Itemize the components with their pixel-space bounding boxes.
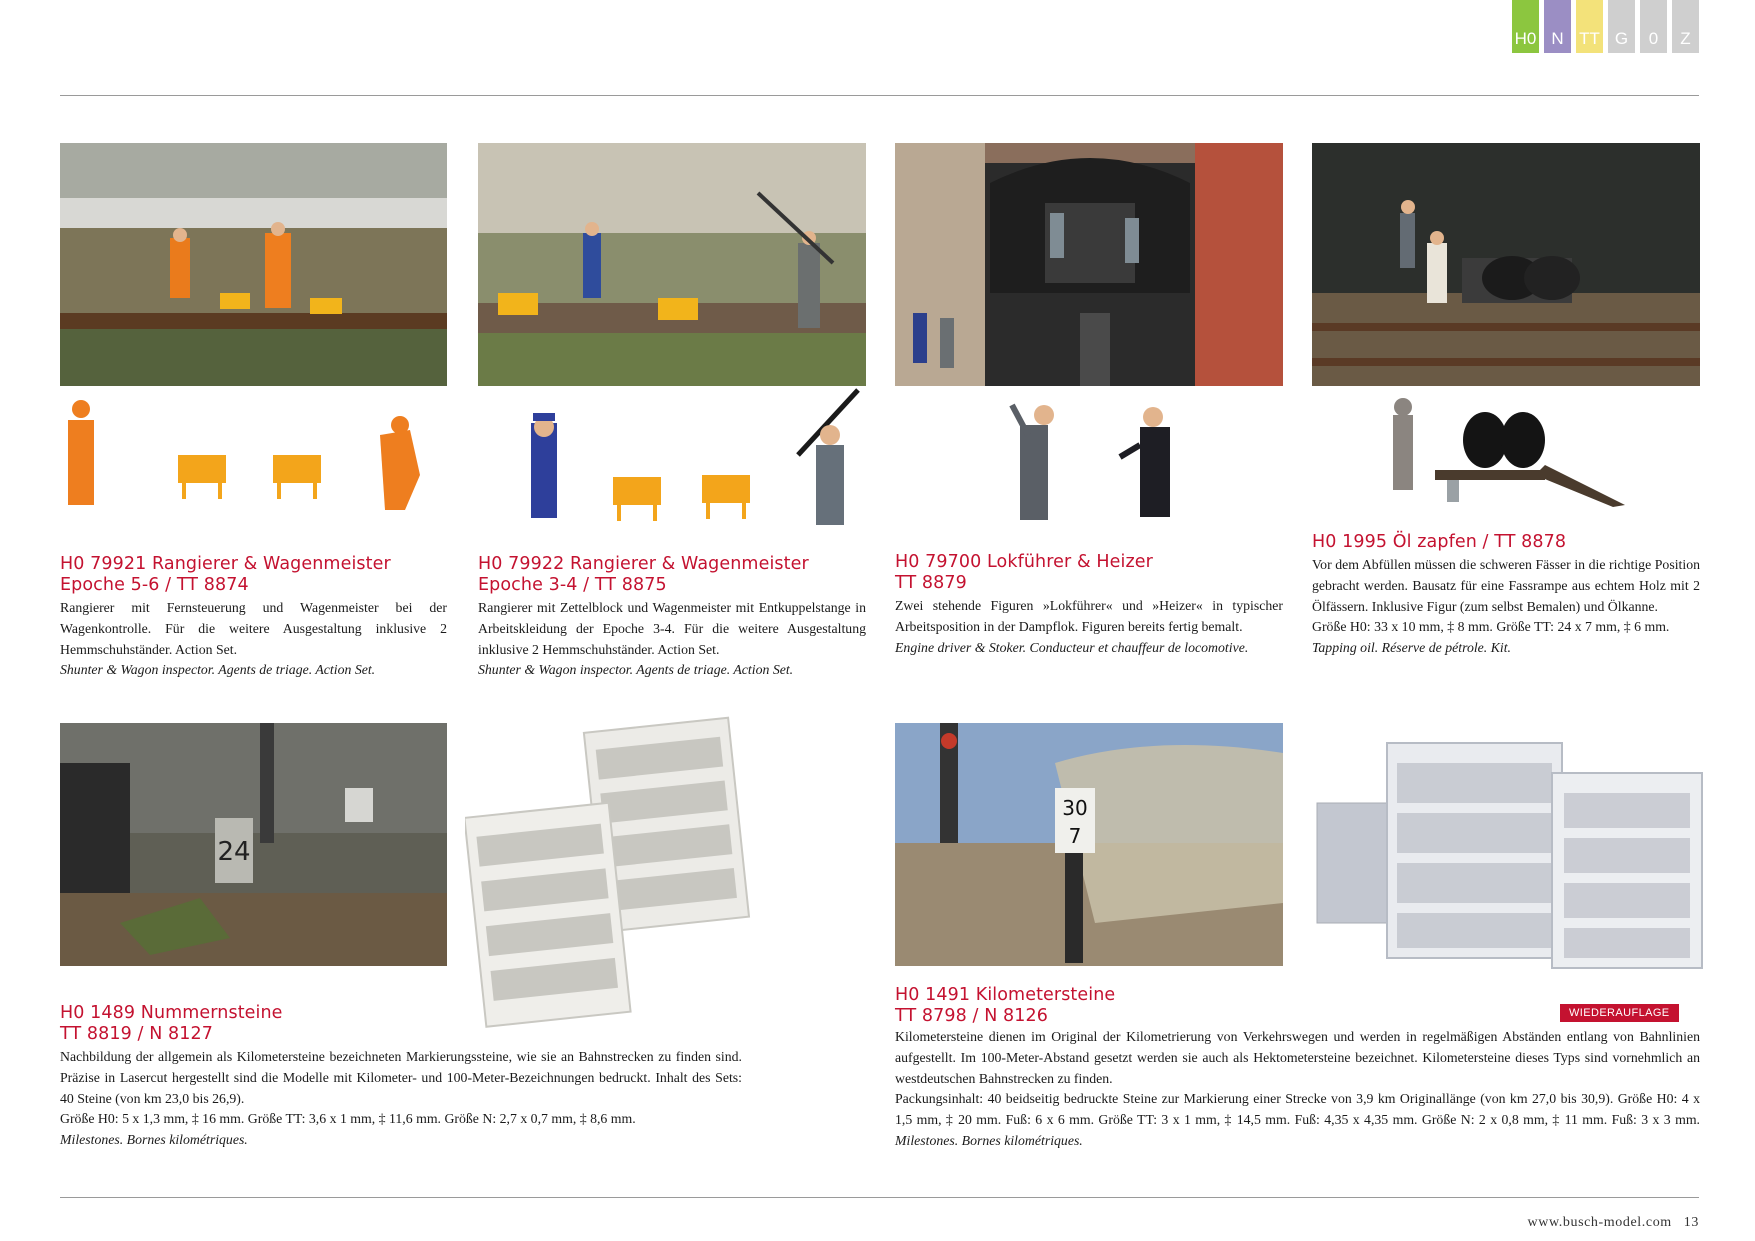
cutout-79922	[478, 385, 868, 535]
stone-number-30: 30	[1062, 796, 1088, 820]
stone-number-7: 7	[1068, 824, 1082, 848]
photo-1491	[895, 723, 1283, 966]
product-sizes-1995: Größe H0: 33 x 10 mm, ‡ 8 mm. Größe TT: 24 x 7 mm, ‡ 6 mm.	[1312, 619, 1670, 635]
product-translation-79921: Shunter & Wagon inspector. Agents de triage. Action Set.	[60, 662, 376, 678]
product-title-79922: H0 79922 Rangierer & Wagenmeister Epoche 3-4 / TT 8875	[478, 554, 809, 595]
scale-tabs	[1512, 0, 1699, 53]
cutout-1491-sheets	[1312, 738, 1707, 973]
scale-tab-h0[interactable]: H0	[1512, 0, 1539, 53]
scale-tab-z[interactable]: Z	[1672, 0, 1699, 53]
product-desc-79700: Zwei stehende Figuren »Lokführer« und »Heizer« in typischer Arbeitsposition in der Dampflok. Figuren bereits fertig bemalt. Engine driver & Stoker. Conducteur et chauffeur de locomotive.	[895, 596, 1283, 658]
scale-tab-g[interactable]: G	[1608, 0, 1635, 53]
website-link[interactable]: www.busch-model.com	[1527, 1215, 1672, 1230]
photo-1995	[1312, 143, 1700, 386]
product-contents-1491: Packungsinhalt: 40 beidseitig bedruckte Steine zur Markierung einer Strecke von 3,9 km Originallänge (von km 27,0 bis 30,9). Größe H0: 4 x 1,5 mm, ‡ 20 mm. Fuß: 6 x 6 mm. Größe TT: 3 x 1 mm, ‡ 14,5 mm. Fuß: 4,35 x 4,35 mm. Größe N: 2 x 0,8 mm, ‡ 11 mm. Fuß: 3 x 3 mm.	[895, 1091, 1700, 1128]
product-desc-1995: Vor dem Abfüllen müssen die schweren Fässer in die richtige Position gebracht werden. Bausatz für eine Fassrampe aus echtem Holz mit 2 Ölfässern. Inklusive Figur (zum selbst Bemalen) und Ölkanne. Größe H0: 33 x 10 mm, ‡ 8 mm. Größe TT: 24 x 7 mm, ‡ 6 mm. Tapping oil. Réserve de pétrole. Kit.	[1312, 555, 1700, 659]
product-translation-1489: Milestones. Bornes kilométriques.	[60, 1132, 248, 1148]
scale-tab-n[interactable]: N	[1544, 0, 1571, 53]
cutout-1995	[1385, 395, 1625, 510]
product-desc-1491: Kilometersteine dienen im Original der Kilometrierung von Verkehrswegen und werden in regelmäßigen Abständen entlang von Bahnlinien aufgestellt. Im 100-Meter-Abstand gesetzt werden sie auch als Hektometersteine bezeichnet. Kilometersteine dieses Typs sind vornehmlich an westdeutschen Bahnstrecken zu finden. Packungsinhalt: 40 beidseitig bedruckte Steine zur Markierung einer Strecke von 3,9 km Originallänge (von km 27,0 bis 30,9). Größe H0: 4 x 1,5 mm, ‡ 20 mm. Fuß: 6 x 6 mm. Größe TT: 3 x 1 mm, ‡ 14,5 mm. Fuß: 4,35 x 4,35 mm. Größe N: 2 x 0,8 mm, ‡ 11 mm. Fuß: 3 x 3 mm. Milestones. Bornes kilométriques.	[895, 1029, 1700, 1148]
stone-number-24: 24	[217, 837, 251, 867]
product-title-1491: H0 1491 Kilometersteine TT 8798 / N 8126	[895, 985, 1116, 1026]
bottom-divider	[60, 1197, 1699, 1198]
photo-79922	[478, 143, 866, 386]
scale-tab-tt[interactable]: TT	[1576, 0, 1603, 53]
product-title-79700: H0 79700 Lokführer & Heizer TT 8879	[895, 552, 1153, 593]
scale-tab-0[interactable]: 0	[1640, 0, 1667, 53]
product-desc-79922: Rangierer mit Zettelblock und Wagenmeister mit Entkuppelstange in Arbeitskleidung der Epoche 3-4. Für die weitere Ausgestaltung inklusive 2 Hemmschuhständer. Action Set. Shunter & Wagon inspector. Agents de triage. Action Set.	[478, 598, 866, 681]
cutout-79700	[990, 395, 1200, 530]
reissue-badge: WIEDERAUFLAGE	[1560, 1004, 1679, 1022]
top-divider	[60, 95, 1699, 96]
photo-1489	[60, 723, 447, 966]
product-desc-79921: Rangierer mit Fernsteuerung und Wagenmeister bei der Wagenkontrolle. Für die weitere Ausgestaltung inklusive 2 Hemmschuhständer. Action Set. Shunter & Wagon inspector. Agents de triage. Action Set.	[60, 598, 447, 681]
photo-79921	[60, 143, 447, 386]
product-desc-1489: Nachbildung der allgemein als Kilometersteine bezeichneten Markierungssteine, wie sie an Bahnstrecken zu finden sind. Präzise in Lasercut hergestellt sind die Modelle mit Kilometer- und 100-Meter-Bezeichnungen bedruckt. Inhalt des Sets: 40 Steine (von km 23,0 bis 26,9). Größe H0: 5 x 1,3 mm, ‡ 16 mm. Größe TT: 3,6 x 1 mm, ‡ 11,6 mm. Größe N: 2,7 x 0,7 mm, ‡ 8,6 mm. Milestones. Bornes kilométriques.	[60, 1047, 742, 1151]
product-title-79921: H0 79921 Rangierer & Wagenmeister Epoche 5-6 / TT 8874	[60, 554, 391, 595]
cutout-79921	[60, 395, 450, 525]
photo-79700	[895, 143, 1283, 386]
product-sizes-1489: Größe H0: 5 x 1,3 mm, ‡ 16 mm. Größe TT: 3,6 x 1 mm, ‡ 11,6 mm. Größe N: 2,7 x 0,7 mm, ‡ 8,6 mm.	[60, 1111, 636, 1127]
product-translation-79922: Shunter & Wagon inspector. Agents de triage. Action Set.	[478, 662, 794, 678]
page-footer	[1528, 1215, 1699, 1231]
product-translation-1491: Milestones. Bornes kilométriques.	[895, 1132, 1083, 1148]
page-number: 13	[1683, 1215, 1699, 1230]
product-translation-1995: Tapping oil. Réserve de pétrole. Kit.	[1312, 640, 1512, 656]
cutout-1489-sheets	[465, 715, 755, 1035]
product-title-1489: H0 1489 Nummernsteine TT 8819 / N 8127	[60, 1003, 283, 1044]
product-title-1995: H0 1995 Öl zapfen / TT 8878	[1312, 532, 1567, 552]
product-translation-79700: Engine driver & Stoker. Conducteur et chauffeur de locomotive.	[895, 639, 1249, 655]
